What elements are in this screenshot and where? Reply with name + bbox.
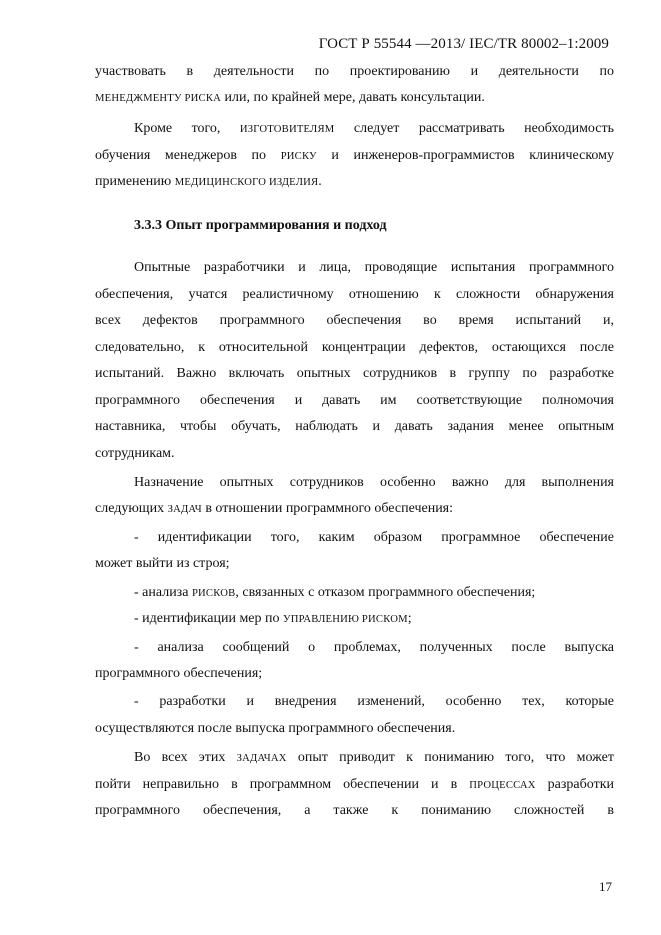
text-line — [95, 172, 614, 192]
text-line — [95, 775, 614, 795]
text-segment: применению — [95, 174, 175, 189]
text-segment: - анализа — [134, 585, 192, 600]
term-smallcaps: МЕНЕДЖМЕНТУ РИСКА — [95, 93, 221, 104]
text-segment: ; — [407, 611, 412, 626]
list-item — [95, 583, 614, 603]
text-segment: программного обеспечения, а также к пониманию сложностей в — [95, 803, 614, 818]
term-smallcaps: РИСКОВ — [191, 588, 236, 599]
text-segment: - разработки и внедрения изменений, особенно тех, которые — [134, 694, 614, 709]
text-line — [95, 311, 614, 331]
text-line — [95, 444, 614, 464]
text-segment: пойти неправильно в программном обеспечении и в — [95, 777, 470, 792]
document-header: ГОСТ Р 55544 —2013/ IEC/TR 80002–1:2009 — [318, 36, 609, 52]
section-heading — [95, 216, 614, 236]
text-line — [95, 285, 614, 305]
text-line — [95, 417, 614, 437]
list-item-continuation — [95, 719, 614, 739]
text-segment: осуществляются после выпуска программного обеспечения. — [95, 721, 456, 736]
text-segment: обеспечения, учатся реалистичному отношению к сложности обнаружения — [95, 287, 614, 302]
text-segment: в отношении программного обеспечения: — [201, 501, 454, 516]
term-smallcaps: ПРОЦЕССАХ — [469, 780, 536, 791]
text-line — [95, 88, 614, 108]
term-smallcaps: РИСКУ — [280, 151, 317, 162]
list-item-continuation — [95, 554, 614, 574]
text-line — [95, 62, 614, 82]
text-line — [95, 146, 614, 166]
list-item — [95, 692, 614, 712]
text-line — [95, 364, 614, 384]
text-segment: разработки — [535, 777, 614, 792]
text-segment: программного обеспечения; — [95, 666, 263, 681]
text-segment: Во всех этих — [134, 750, 237, 765]
text-segment: - идентификации мер по — [134, 611, 284, 626]
text-line — [95, 391, 614, 411]
text-segment: участвовать в деятельности по проектированию и деятельности по — [95, 64, 614, 79]
text-line — [95, 801, 614, 821]
list-item — [95, 528, 614, 548]
text-segment: - идентификации того, каким образом программное обеспечение — [134, 530, 614, 545]
text-segment: обучения менеджеров по — [95, 148, 281, 163]
text-segment: наставника, чтобы обучать, наблюдать и давать задания менее опытным — [95, 419, 614, 434]
list-item — [95, 638, 614, 658]
list-item — [95, 609, 614, 629]
list-item-continuation — [95, 664, 614, 684]
text-segment: Опытные разработчики и лица, проводящие испытания программного — [134, 260, 614, 275]
term-smallcaps: ЗАДАЧАХ — [236, 753, 287, 764]
term-smallcaps: ЗАДАЧ — [167, 504, 202, 515]
text-segment: и инженеров-программистов клиническому — [316, 148, 614, 163]
term-smallcaps: МЕДИЦИНСКОГО ИЗДЕЛИЯ — [174, 177, 319, 188]
text-line — [95, 473, 614, 493]
text-line — [95, 499, 614, 519]
text-segment: - анализа сообщений о проблемах, полученных после выпуска — [134, 640, 614, 655]
text-segment: следовательно, к относительной концентрации дефектов, остающихся после — [95, 340, 614, 355]
text-segment: 3.3.3 Опыт программирования и подход — [134, 218, 387, 233]
term-smallcaps: УПРАВЛЕНИЮ РИСКОМ — [283, 614, 408, 625]
text-segment: следует рассматривать необходимость — [334, 121, 614, 136]
text-line — [95, 119, 614, 139]
text-segment: . — [318, 174, 322, 189]
text-line — [95, 258, 614, 278]
text-segment: может выйти из строя; — [95, 556, 230, 571]
text-line — [95, 748, 614, 768]
term-smallcaps: ИЗГОТОВИТЕЛЯМ — [239, 124, 335, 135]
text-segment: следующих — [95, 501, 168, 516]
text-segment: программного обеспечения и давать им соответствующие полномочия — [95, 393, 614, 408]
page-number: 17 — [599, 879, 612, 894]
text-segment: Кроме того, — [134, 121, 240, 136]
text-segment: или, по крайней мере, давать консультации. — [220, 90, 485, 105]
text-segment: , связанных с отказом программного обеспечения; — [235, 585, 536, 600]
text-segment: опыт приводит к пониманию того, что может — [286, 750, 614, 765]
text-line — [95, 338, 614, 358]
text-segment: испытаний. Важно включать опытных сотрудников в группу по разработке — [95, 366, 614, 381]
text-segment: сотрудникам. — [95, 446, 175, 461]
text-segment: всех дефектов программного обеспечения во время испытаний и, — [95, 313, 614, 328]
text-segment: Назначение опытных сотрудников особенно важно для выполнения — [134, 475, 614, 490]
